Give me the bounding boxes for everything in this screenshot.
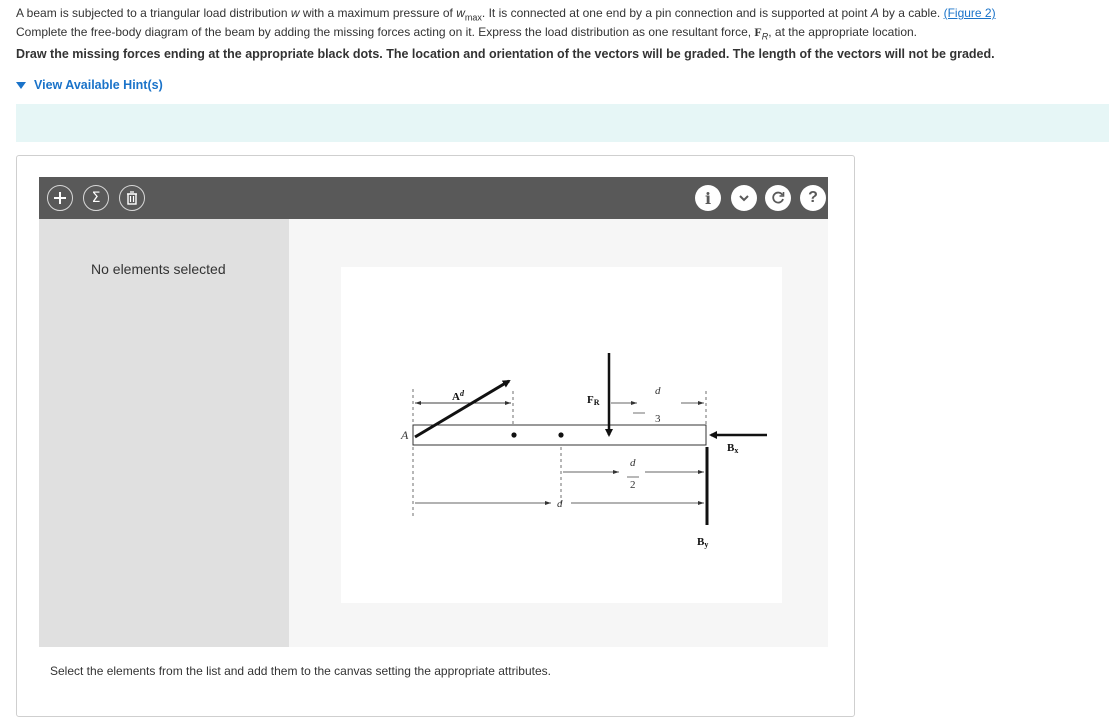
element-sidebar <box>39 219 289 647</box>
view-hints-toggle[interactable] <box>16 78 163 92</box>
target-dot[interactable] <box>511 432 516 437</box>
fbd-tool-panel <box>16 155 855 717</box>
beam-figure <box>341 267 782 603</box>
label-d-over-2-num: d <box>630 457 636 469</box>
caret-down-icon <box>16 82 26 89</box>
label-a-vector: $A^d$ <box>452 389 464 403</box>
label-bx: Bx <box>727 442 739 455</box>
hint-box <box>16 104 1109 142</box>
figure-link[interactable]: (Figure 2) <box>943 6 996 20</box>
label-d: d <box>557 498 563 510</box>
target-dot[interactable] <box>558 432 563 437</box>
instruction-text: Draw the missing forces ending at the appropriate black dots. The location and orientation of the vectors will be graded. The length of the vectors will not be graded. <box>16 47 995 61</box>
tool-toolbar <box>39 177 828 219</box>
label-by: By <box>697 536 709 549</box>
label-d-over-2-den: 2 <box>630 479 636 491</box>
sigma-icon[interactable]: Σ <box>83 185 109 211</box>
reset-icon[interactable] <box>765 185 791 211</box>
plus-icon[interactable] <box>47 185 73 211</box>
label-d-over-3-num: d <box>655 385 661 397</box>
chevron-down-icon[interactable] <box>731 185 757 211</box>
help-icon[interactable]: ? <box>800 185 826 211</box>
label-d-over-3-den: 3 <box>655 413 661 425</box>
trash-icon[interactable] <box>119 185 145 211</box>
sidebar-status: No elements selected <box>91 261 226 277</box>
label-fr: FR <box>587 394 600 407</box>
info-icon[interactable]: i <box>695 185 721 211</box>
problem-statement: A beam is subjected to a triangular load distribution w with a maximum pressure of $w_{max}$. It is connected at one end by a pin connection and is supported at point A by a cable. (Figure 2) Complete the free-body diagram of the beam by adding the missing forces acting on it. Express the load distribution as one resultant force, $F_R$, at the appropriate location. <box>16 6 996 42</box>
footer-instruction: Select the elements from the list and add them to the canvas setting the appropriate attributes. <box>50 664 551 678</box>
drawing-canvas[interactable] <box>289 219 828 647</box>
label-a: A <box>401 428 409 442</box>
hint-label: View Available Hint(s) <box>34 78 163 92</box>
